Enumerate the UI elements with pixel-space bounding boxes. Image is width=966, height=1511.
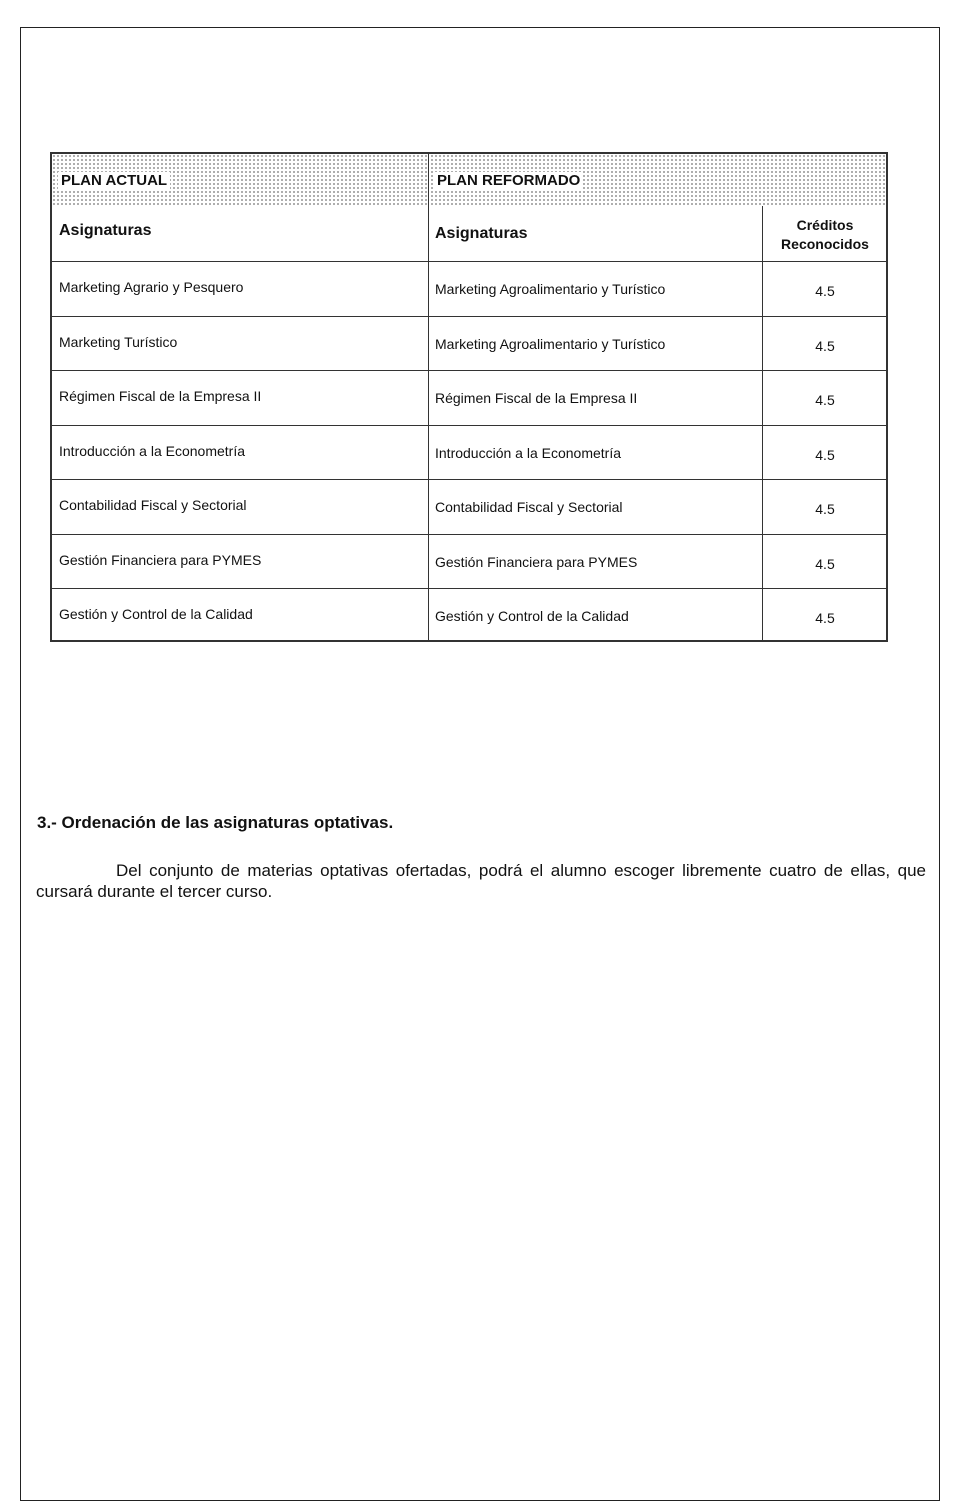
cell-asignatura-actual: Introducción a la Econometría (59, 442, 245, 459)
cell-creditos: 4.5 (815, 555, 835, 572)
row-divider (52, 588, 886, 589)
row-divider (52, 425, 886, 426)
column-header-creditos (764, 216, 886, 254)
cell-asignatura-actual: Marketing Agrario y Pesquero (59, 279, 244, 295)
section-paragraph: Del conjunto de materias optativas ofertadas, podrá el alumno escoger libremente cuatro de ellas, que cursará durante el tercer curso. (36, 861, 926, 901)
equivalence-table (50, 152, 888, 642)
cell-asignatura-actual: Gestión Financiera para PYMES (59, 551, 262, 568)
plan-actual-label: PLAN ACTUAL (58, 172, 170, 189)
cell-creditos: 4.5 (815, 446, 835, 463)
column-header-asignaturas-actual: Asignaturas (59, 222, 152, 239)
row-divider (52, 261, 886, 262)
cell-asignatura-actual: Régimen Fiscal de la Empresa II (59, 388, 262, 404)
cell-asignatura-reformado: Gestión Financiera para PYMES (435, 553, 638, 570)
cell-creditos: 4.5 (815, 392, 835, 408)
cell-asignatura-reformado: Gestión y Control de la Calidad (435, 608, 629, 624)
cell-asignatura-reformado: Marketing Agroalimentario y Turístico (435, 335, 666, 352)
cell-asignatura-reformado: Marketing Agroalimentario y Turístico (435, 281, 666, 297)
cell-asignatura-reformado: Régimen Fiscal de la Empresa II (435, 390, 638, 406)
row-divider (52, 534, 886, 535)
plan-reformado-label: PLAN REFORMADO (434, 172, 583, 189)
section-heading: 3.- Ordenación de las asignaturas optativas. (37, 813, 394, 832)
cell-asignatura-actual: Contabilidad Fiscal y Sectorial (59, 497, 247, 513)
cell-asignatura-reformado: Introducción a la Econometría (435, 444, 621, 461)
cell-creditos: 4.5 (815, 610, 835, 626)
row-divider (52, 479, 886, 480)
creditos-header-line2: Reconocidos (781, 236, 869, 252)
column-header-asignaturas-reformado: Asignaturas (435, 225, 528, 242)
column-divider (428, 154, 429, 640)
column-divider (762, 206, 763, 640)
cell-asignatura-actual: Gestión y Control de la Calidad (59, 606, 253, 622)
cell-asignatura-actual: Marketing Turístico (59, 333, 178, 350)
cell-creditos: 4.5 (815, 337, 835, 354)
row-divider (52, 370, 886, 371)
row-divider (52, 316, 886, 317)
cell-creditos: 4.5 (815, 283, 835, 299)
cell-creditos: 4.5 (815, 501, 835, 517)
creditos-header-line1: Créditos (796, 217, 854, 233)
cell-asignatura-reformado: Contabilidad Fiscal y Sectorial (435, 499, 623, 515)
